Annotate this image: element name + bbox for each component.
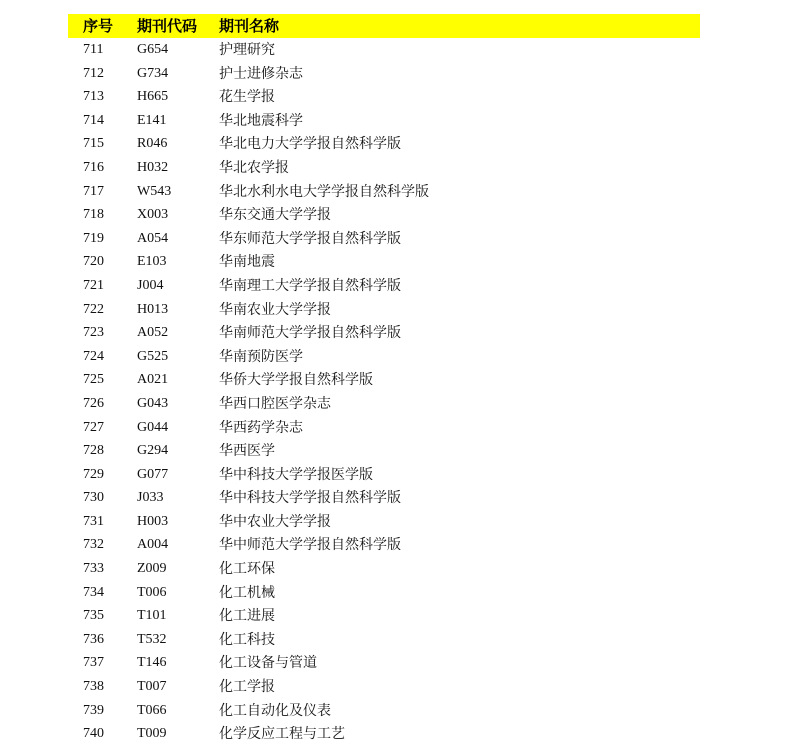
row-name: 化工科技 — [219, 631, 275, 648]
row-seq: 729 — [83, 466, 104, 482]
row-code: H032 — [137, 159, 169, 175]
row-seq: 725 — [83, 372, 104, 388]
row-seq: 723 — [83, 325, 104, 341]
table-row — [68, 675, 700, 699]
row-seq: 713 — [83, 89, 104, 105]
row-name: 化工环保 — [219, 561, 275, 578]
row-code: G043 — [137, 395, 169, 411]
row-seq: 716 — [83, 159, 104, 175]
table-row — [68, 416, 700, 440]
table-row — [68, 439, 700, 463]
row-code: H013 — [137, 301, 169, 317]
row-seq: 721 — [83, 277, 104, 293]
row-code: T009 — [137, 726, 167, 742]
table-row — [68, 298, 700, 322]
row-seq: 728 — [83, 443, 104, 459]
table-row — [68, 581, 700, 605]
row-name: 化工机械 — [219, 584, 275, 601]
row-code: J004 — [137, 277, 164, 293]
row-name: 华南理工大学学报自然科学版 — [219, 277, 401, 294]
row-name: 华侨大学学报自然科学版 — [219, 372, 373, 389]
row-name: 华北电力大学学报自然科学版 — [219, 136, 401, 153]
table-body — [68, 38, 700, 746]
table-row — [68, 557, 700, 581]
table-row — [68, 38, 700, 62]
table-row — [68, 227, 700, 251]
header-name: 期刊名称 — [219, 17, 280, 35]
row-seq: 732 — [83, 537, 104, 553]
row-seq: 727 — [83, 419, 104, 435]
row-seq: 718 — [83, 207, 104, 223]
row-name: 花生学报 — [219, 89, 275, 106]
table-row — [68, 722, 700, 746]
row-name: 华北地震科学 — [219, 112, 303, 129]
row-seq: 722 — [83, 301, 104, 317]
row-code: A021 — [137, 372, 169, 388]
row-code: G654 — [137, 42, 169, 57]
row-seq: 736 — [83, 631, 104, 647]
row-name: 华西医学 — [219, 443, 275, 460]
row-name: 护士进修杂志 — [219, 65, 303, 82]
table-row — [68, 486, 700, 510]
table-row — [68, 368, 700, 392]
row-name: 华南预防医学 — [219, 348, 303, 365]
row-name: 华北水利水电大学学报自然科学版 — [219, 183, 429, 200]
row-name: 华东师范大学学报自然科学版 — [219, 230, 401, 247]
row-name: 华南师范大学学报自然科学版 — [219, 325, 401, 342]
row-name: 化工设备与管道 — [219, 655, 317, 672]
table-row — [68, 156, 700, 180]
row-code: J033 — [137, 490, 164, 506]
row-seq: 734 — [83, 584, 104, 600]
row-code: T066 — [137, 702, 167, 718]
row-seq: 726 — [83, 395, 104, 411]
table-row — [68, 699, 700, 723]
table-row — [68, 392, 700, 416]
table-row — [68, 345, 700, 369]
row-code: R046 — [137, 136, 168, 152]
row-code: A054 — [137, 230, 169, 246]
row-code: H003 — [137, 513, 169, 529]
row-code: G734 — [137, 65, 169, 81]
table-row — [68, 651, 700, 675]
row-seq: 717 — [83, 183, 104, 199]
row-code: H665 — [137, 89, 169, 105]
table-row — [68, 109, 700, 133]
row-seq: 714 — [83, 112, 104, 128]
row-seq: 740 — [83, 726, 104, 742]
row-code: T532 — [137, 631, 167, 647]
row-code: T007 — [137, 679, 167, 695]
row-name: 护理研究 — [219, 42, 275, 58]
row-seq: 720 — [83, 254, 104, 270]
row-name: 华中农业大学学报 — [219, 513, 331, 530]
table-row — [68, 628, 700, 652]
row-code: E103 — [137, 254, 167, 270]
row-seq: 715 — [83, 136, 104, 152]
row-name: 化工学报 — [219, 679, 275, 696]
row-name: 华中科技大学学报医学版 — [219, 466, 373, 483]
row-seq: 719 — [83, 230, 104, 246]
row-name: 华南地震 — [219, 254, 275, 271]
row-code: W543 — [137, 183, 172, 199]
journal-table — [68, 14, 700, 746]
row-seq: 724 — [83, 348, 104, 364]
row-code: X003 — [137, 207, 169, 223]
row-code: T101 — [137, 608, 167, 624]
row-name: 化工进展 — [219, 608, 275, 625]
row-name: 华北农学报 — [219, 159, 289, 176]
row-seq: 735 — [83, 608, 104, 624]
table-row — [68, 533, 700, 557]
row-name: 化工自动化及仪表 — [219, 702, 331, 719]
row-code: G077 — [137, 466, 169, 482]
row-code: A052 — [137, 325, 169, 341]
row-seq: 733 — [83, 561, 104, 577]
table-row — [68, 203, 700, 227]
table-row — [68, 250, 700, 274]
header-code: 期刊代码 — [137, 17, 198, 35]
table-header — [68, 14, 700, 38]
table-row — [68, 132, 700, 156]
row-seq: 711 — [83, 42, 104, 57]
table-row — [68, 180, 700, 204]
row-seq: 739 — [83, 702, 104, 718]
row-name: 华南农业大学学报 — [219, 301, 331, 318]
row-seq: 730 — [83, 490, 104, 506]
header-seq: 序号 — [83, 17, 114, 35]
row-seq: 731 — [83, 513, 104, 529]
table-row — [68, 510, 700, 534]
table-row — [68, 463, 700, 487]
row-seq: 712 — [83, 65, 104, 81]
row-code: G294 — [137, 443, 169, 459]
row-name: 华东交通大学学报 — [219, 207, 331, 224]
table-row — [68, 274, 700, 298]
table-row — [68, 321, 700, 345]
row-seq: 738 — [83, 679, 104, 695]
row-seq: 737 — [83, 655, 104, 671]
row-name: 华西口腔医学杂志 — [219, 395, 331, 412]
row-name: 华中科技大学学报自然科学版 — [219, 490, 401, 507]
row-code: G044 — [137, 419, 169, 435]
row-name: 华中师范大学学报自然科学版 — [219, 537, 401, 554]
row-code: T146 — [137, 655, 167, 671]
row-code: Z009 — [137, 561, 167, 577]
table-row — [68, 62, 700, 86]
table-row — [68, 604, 700, 628]
row-code: E141 — [137, 112, 167, 128]
table-row — [68, 85, 700, 109]
row-code: T006 — [137, 584, 167, 600]
row-code: A004 — [137, 537, 169, 553]
row-name: 华西药学杂志 — [219, 419, 303, 436]
row-name: 化学反应工程与工艺 — [219, 726, 345, 743]
row-code: G525 — [137, 348, 169, 364]
